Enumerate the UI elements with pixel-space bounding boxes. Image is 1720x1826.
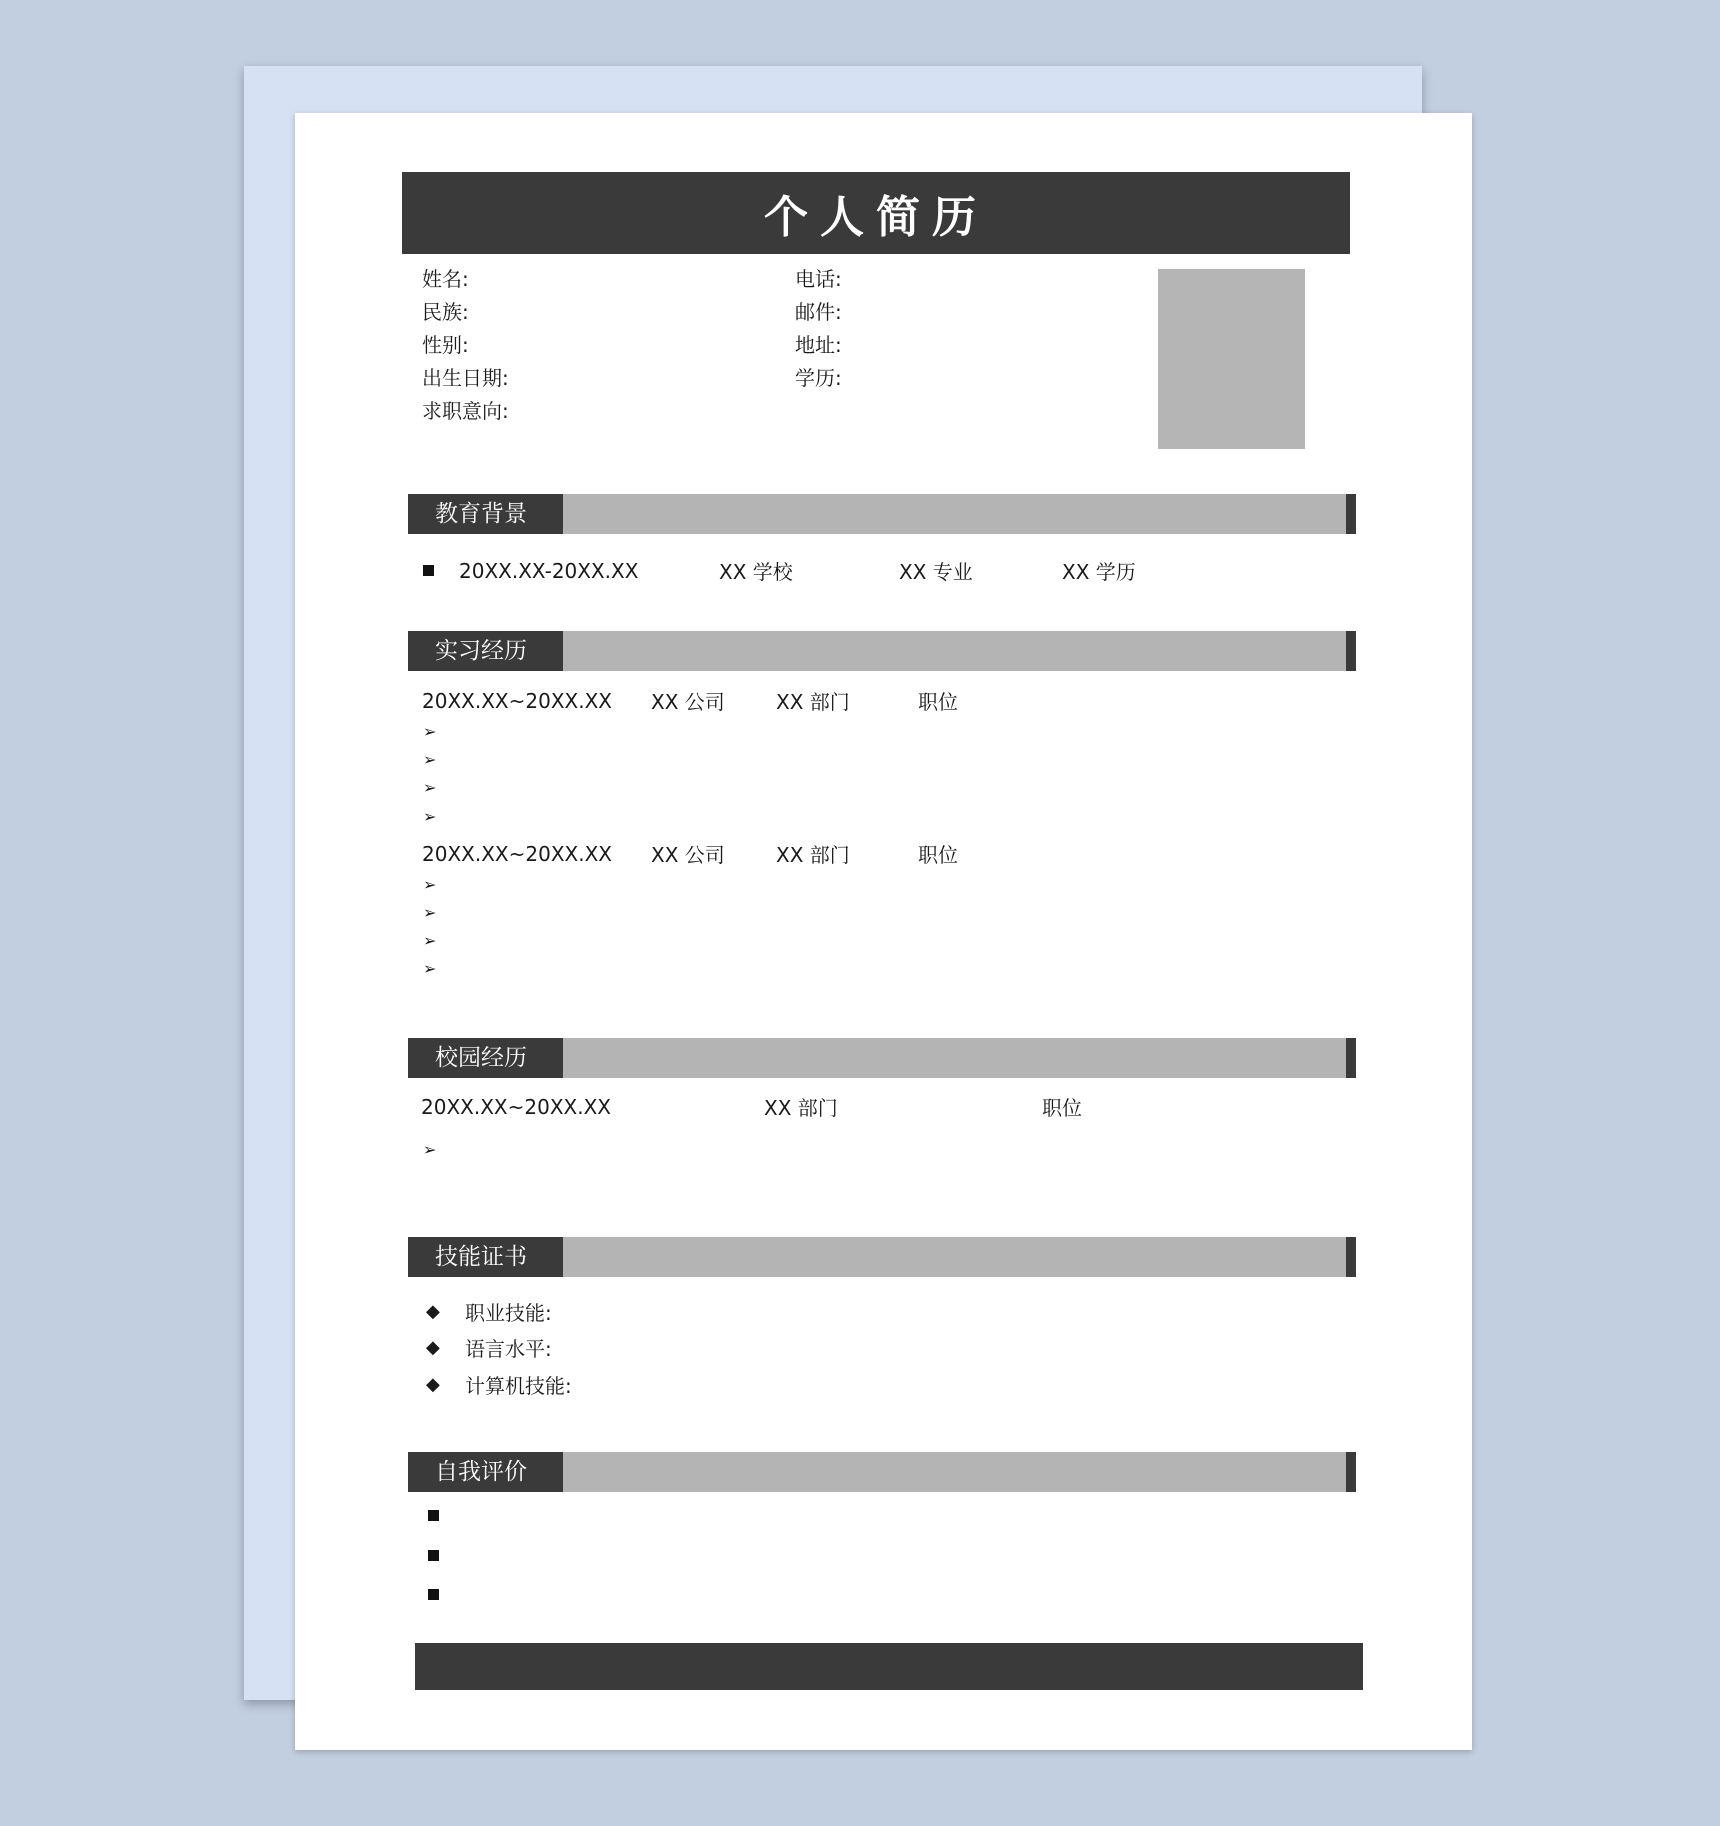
arrow-bullet: ➢ [423, 750, 437, 769]
edu-period: 20XX.XX-20XX.XX [459, 559, 639, 583]
section-self-eval-header [408, 1452, 1356, 1492]
edu-school: XX 学校 [719, 560, 793, 584]
campus-position: 职位 [1042, 1096, 1082, 1120]
intern-position: 职位 [918, 690, 958, 714]
arrow-bullet: ➢ [423, 903, 437, 922]
edu-major: XX 专业 [899, 560, 973, 584]
square-bullet [428, 1550, 439, 1561]
arrow-bullet: ➢ [423, 778, 437, 797]
field-gender: 性别: [422, 333, 469, 357]
photo-placeholder [1158, 269, 1305, 449]
field-address: 地址: [795, 333, 842, 357]
square-bullet [428, 1589, 439, 1600]
intern-dept: XX 部门 [776, 690, 850, 714]
intern-company: XX 公司 [651, 843, 725, 867]
campus-period: 20XX.XX~20XX.XX [421, 1095, 611, 1119]
section-title: 自我评价 [408, 1452, 563, 1492]
page-title: 个人简历 [764, 192, 988, 243]
section-skills-header [408, 1237, 1356, 1277]
field-ethnicity: 民族: [422, 300, 469, 324]
diamond-bullet: ◆ [426, 1374, 440, 1395]
arrow-bullet: ➢ [423, 959, 437, 978]
section-title: 教育背景 [408, 494, 563, 534]
campus-dept: XX 部门 [764, 1096, 838, 1120]
field-phone: 电话: [795, 267, 842, 291]
edu-degree: XX 学历 [1062, 560, 1136, 584]
field-name: 姓名: [422, 267, 469, 291]
intern-position: 职位 [918, 843, 958, 867]
footer-bar [415, 1643, 1363, 1690]
arrow-bullet: ➢ [423, 807, 437, 826]
section-end-mark [1346, 1237, 1356, 1277]
arrow-bullet: ➢ [423, 875, 437, 894]
section-internship-header [408, 631, 1356, 671]
field-degree: 学历: [795, 366, 842, 390]
section-title: 技能证书 [408, 1237, 563, 1277]
section-end-mark [1346, 494, 1356, 534]
skill-language: 语言水平: [465, 1337, 552, 1361]
section-campus-header [408, 1038, 1356, 1078]
intern-dept: XX 部门 [776, 843, 850, 867]
section-education-header [408, 494, 1356, 534]
skill-computer: 计算机技能: [465, 1374, 572, 1398]
arrow-bullet: ➢ [423, 722, 437, 741]
diamond-bullet: ◆ [426, 1337, 440, 1358]
section-end-mark [1346, 1452, 1356, 1492]
arrow-bullet: ➢ [423, 931, 437, 950]
square-bullet [428, 1510, 439, 1521]
field-job-intention: 求职意向: [422, 399, 509, 423]
arrow-bullet: ➢ [423, 1140, 437, 1159]
intern-period: 20XX.XX~20XX.XX [422, 842, 612, 866]
field-birthdate: 出生日期: [422, 366, 509, 390]
title-bar [402, 172, 1350, 254]
section-title: 实习经历 [408, 631, 563, 671]
resume-page [295, 113, 1472, 1750]
diamond-bullet: ◆ [426, 1301, 440, 1322]
intern-company: XX 公司 [651, 690, 725, 714]
square-bullet [423, 565, 434, 576]
intern-period: 20XX.XX~20XX.XX [422, 689, 612, 713]
section-title: 校园经历 [408, 1038, 563, 1078]
section-end-mark [1346, 631, 1356, 671]
skill-professional: 职业技能: [465, 1301, 552, 1325]
section-end-mark [1346, 1038, 1356, 1078]
field-email: 邮件: [795, 300, 842, 324]
